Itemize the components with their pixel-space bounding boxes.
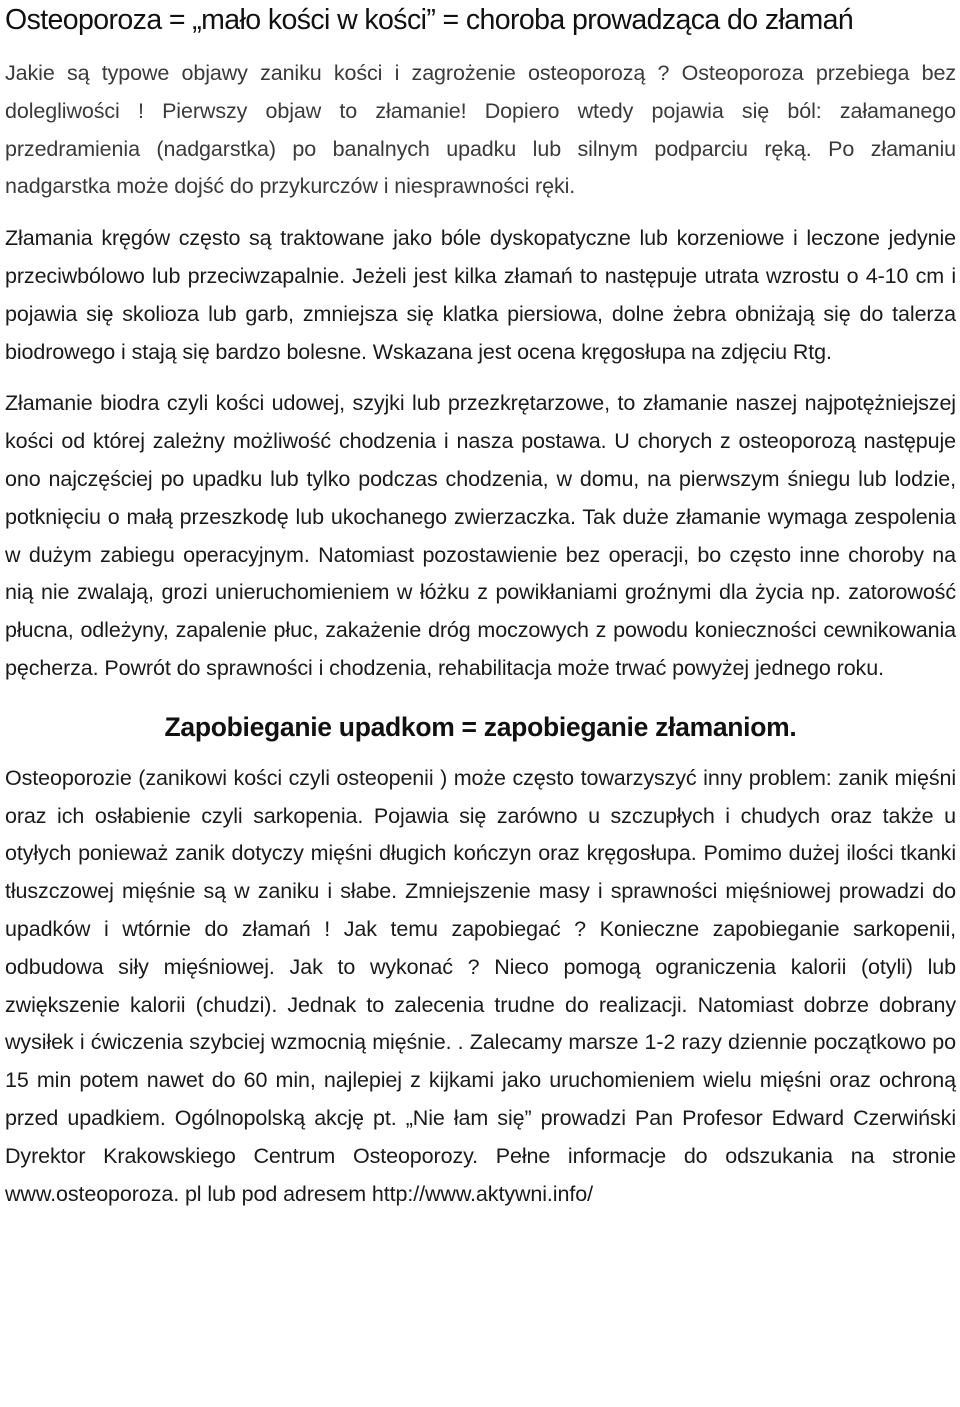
paragraph-hip-fracture: Złamanie biodra czyli kości udowej, szyjki lub przezkrętarzowe, to złamanie naszej najpotężniejszej kości od której zależny możliwość chodzenia i nasza postawa. U chorych z osteoporozą następuje ono najczęściej po upadku lub tylko podczas chodzenia, w domu, na pierwszym śniegu lub lodzie, potknięciu o małą przeszkodę lub ukochanego zwierzaczka. Tak duże złamanie wymaga zespolenia w dużym zabiegu operacyjnym. Natomiast pozostawienie bez operacji, bo często inne choroby na nią nie zwalają, grozi unieruchomieniem w łóżku z powikłaniami groźnymi dla życia np. zatorowość płucna, odleżyny, zapalenie płuc, zakażenie dróg moczowych z powodu konieczności cewnikowania pęcherza. Powrót do sprawności i chodzenia, rehabilitacja może trwać powyżej jednego roku. xyxy=(5,391,956,680)
section-heading: Zapobieganie upadkom = zapobieganie złamaniom. xyxy=(164,711,797,742)
document-title: Osteoporoza = „mało kości w kości” = choroba prowadząca do złamań xyxy=(5,4,854,36)
paragraph-vertebral-fractures: Złamania kręgów często są traktowane jako bóle dyskopatyczne lub korzeniowe i leczone jedynie przeciwbólowo lub przeciwzapalnie. Jeżeli jest kilka złamań to następuje utrata wzrostu o 4-10 cm i pojawia się skolioza lub garb, zmniejsza się klatka piersiowa, dolne żebra obniżają się do talerza biodrowego i stają się bardzo bolesne. Wskazana jest ocena kręgosłupa na zdjęciu Rtg. xyxy=(5,226,956,364)
paragraph-sarcopenia: Osteoporozie (zanikowi kości czyli osteopenii ) może często towarzyszyć inny problem: zanik mięśni oraz ich osłabienie czyli sarkopenia. Pojawia się zarówno u szczupłych i chudych oraz także u otyłych ponieważ zanik dotyczy mięśni długich kończyn oraz kręgosłupa. Pomimo dużej ilości tkanki tłuszczowej mięśnie są w zaniku i słabe. Zmniejszenie masy i sprawności mięśniowej prowadzi do upadków i wtórnie do złamań ! Jak temu zapobiegać ? Konieczne zapobieganie sarkopenii, odbudowa siły mięśniowej. Jak to wykonać ? Nieco pomogą ograniczenia kalorii (otyli) lub zwiększenie kalorii (chudzi). Jednak to zalecenia trudne do realizacji. Natomiast dobrze dobrany wysiłek i ćwiczenia szybciej wzmocnią mięśnie. . Zalecamy marsze 1-2 razy dziennie początkowo po 15 min potem nawet do 60 min, najlepiej z kijkami jako uruchomieniem wielu mięśni oraz ochroną przed upadkiem. Ogólnopolską akcję pt. „Nie łam się” prowadzi Pan Profesor Edward Czerwiński Dyrektor Krakowskiego Centrum Osteoporozy. Pełne informacje do odszukania na stronie www.osteoporoza. pl lub pod adresem http://www.aktywni.info/ xyxy=(5,765,956,1206)
paragraph-symptoms: Jakie są typowe objawy zaniku kości i zagrożenie osteoporozą ? Osteoporoza przebiega bez dolegliwości ! Pierwszy objaw to złamanie! Dopiero wtedy pojawia się ból: załamanego przedramienia (nadgarstka) po banalnych upadku lub silnym podparciu ręką. Po złamaniu nadgarstka może dojść do przykurczów i niesprawności ręki. xyxy=(5,61,956,199)
